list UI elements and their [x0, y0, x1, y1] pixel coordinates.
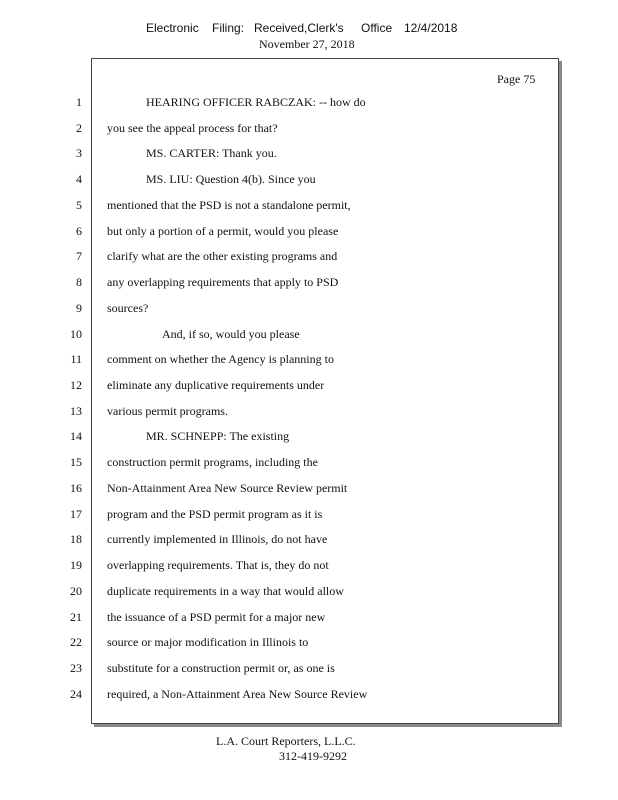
line-number: 15: [70, 455, 82, 470]
transcript-line: [0, 274, 618, 290]
filing-word: Office: [361, 21, 393, 35]
line-number: 8: [76, 275, 82, 290]
line-text: you see the appeal process for that?: [107, 120, 278, 135]
line-text: the issuance of a PSD permit for a major new: [107, 609, 326, 624]
transcript-line: [0, 428, 618, 444]
line-text: comment on whether the Agency is planning to: [107, 352, 334, 367]
line-number: 1: [76, 95, 82, 109]
line-text: construction permit programs, including the: [107, 455, 318, 470]
transcript-line: [0, 197, 618, 213]
transcript-line: [0, 531, 618, 547]
line-number: 13: [70, 403, 82, 418]
transcript-line: [0, 660, 618, 676]
line-text: duplicate requirements in a way that would allow: [107, 583, 344, 598]
line-number: 16: [70, 480, 82, 495]
line-number: 7: [76, 249, 82, 264]
line-number: 9: [76, 300, 82, 315]
transcript-line: [0, 557, 618, 573]
line-text: currently implemented in Illinois, do not have: [107, 532, 328, 547]
line-number: 14: [70, 429, 82, 444]
line-text: And, if so, would you please: [162, 326, 300, 341]
transcript-line: [0, 583, 618, 599]
transcript-line: [0, 377, 618, 393]
line-text: overlapping requirements. That is, they do not: [107, 558, 329, 573]
transcript-line: [0, 634, 618, 650]
line-number: 22: [70, 635, 82, 650]
page-number: Page 75: [497, 72, 536, 86]
filing-word: Electronic: [146, 21, 199, 35]
line-number: 3: [76, 146, 82, 161]
line-number: 23: [70, 661, 82, 676]
line-text: sources?: [107, 300, 149, 315]
line-number: 17: [70, 506, 82, 521]
line-number: 24: [70, 686, 82, 701]
transcript-line: [0, 403, 618, 419]
line-number: 20: [70, 583, 82, 598]
filing-word: Filing:: [212, 21, 245, 35]
transcript-line: [0, 94, 618, 110]
reporter-phone: 312-419-9292: [279, 749, 347, 763]
line-number: 19: [70, 558, 82, 573]
transcript-line: [0, 480, 618, 496]
transcript-line: [0, 120, 618, 136]
line-text: but only a portion of a permit, would you please: [107, 223, 339, 238]
filing-word: Received,Clerk's: [254, 21, 344, 35]
transcript-line: [0, 454, 618, 470]
line-number: 5: [76, 197, 82, 212]
transcript-line: [0, 300, 618, 316]
line-text: program and the PSD permit program as it is: [107, 506, 323, 521]
transcript-line: [0, 171, 618, 187]
line-number: 21: [70, 609, 82, 624]
line-text: MS. CARTER: Thank you.: [146, 146, 277, 161]
line-text: substitute for a construction permit or, as one is: [107, 661, 335, 676]
transcript-line: [0, 686, 618, 702]
line-text: any overlapping requirements that apply to PSD: [107, 275, 339, 290]
transcript-line: [0, 506, 618, 522]
hearing-date: November 27, 2018: [259, 37, 355, 51]
line-text: eliminate any duplicative requirements under: [107, 378, 325, 393]
filing-date: 12/4/2018: [404, 21, 458, 35]
line-text: required, a Non-Attainment Area New Source Review: [107, 686, 368, 701]
line-number: 6: [76, 223, 82, 238]
line-text: clarify what are the other existing programs and: [107, 249, 338, 264]
line-text: various permit programs.: [107, 403, 228, 418]
line-text: HEARING OFFICER RABCZAK: -- how do: [146, 95, 366, 109]
line-number: 2: [76, 120, 82, 135]
transcript-line: [0, 248, 618, 264]
line-text: MR. SCHNEPP: The existing: [146, 429, 290, 444]
transcript-line: [0, 326, 618, 342]
transcript-line: [0, 223, 618, 239]
transcript-line: [0, 145, 618, 161]
transcript-line: [0, 609, 618, 625]
line-number: 10: [70, 326, 82, 341]
reporter-company: L.A. Court Reporters, L.L.C.: [216, 734, 356, 748]
line-text: mentioned that the PSD is not a standalone permit,: [107, 197, 351, 212]
line-text: MS. LIU: Question 4(b). Since you: [146, 172, 316, 187]
line-number: 11: [70, 352, 82, 367]
line-text: source or major modification in Illinois to: [107, 635, 309, 650]
transcript-line: [0, 351, 618, 367]
line-number: 18: [70, 532, 82, 547]
line-text: Non-Attainment Area New Source Review permit: [107, 480, 348, 495]
line-number: 12: [70, 378, 82, 393]
line-number: 4: [76, 172, 82, 187]
